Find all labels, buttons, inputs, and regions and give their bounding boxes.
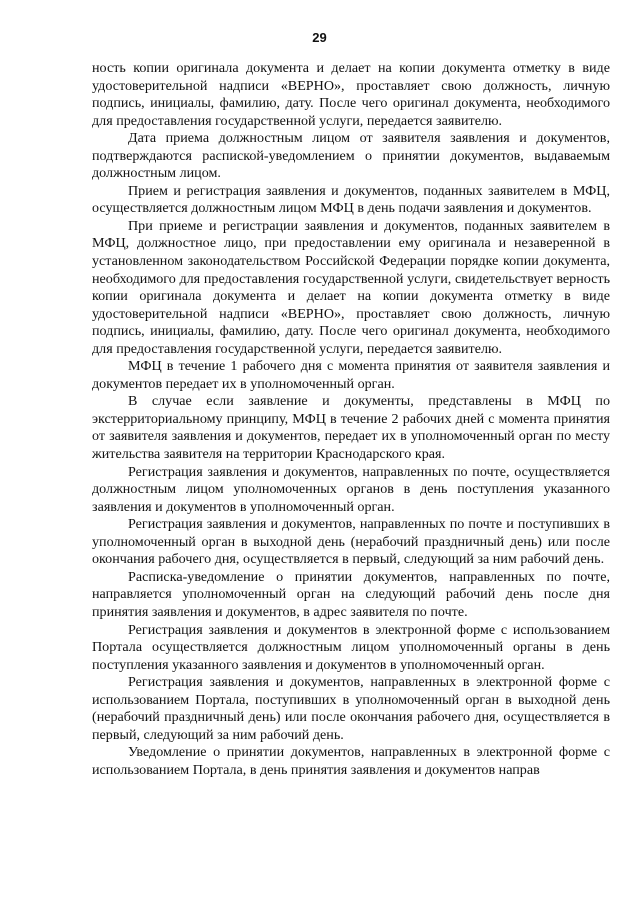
- paragraph: МФЦ в течение 1 рабочего дня с момента принятия от заявителя заявления и документов передает их в уполномоченный орган.: [92, 358, 610, 392]
- paragraph: Регистрация заявления и документов, направленных по почте, осуществляется должностным лицом уполномоченных органов в день поступления указанного заявления и документов в уполномоченный орган.: [92, 463, 610, 515]
- paragraph: ность копии оригинала документа и делает на копии документа отметку в виде удостоверительной надписи «ВЕРНО», проставляет свою должность, личную подпись, инициалы, фамилию, дату. После чего оригинал документа, необходимого для предоставления государственной услуги, передается заявителю.: [92, 60, 610, 129]
- paragraph: Уведомление о принятии документов, направленных в электронной форме с использованием Портала, в день принятия заявления и документов направ: [92, 744, 610, 778]
- page-number: 29: [312, 30, 327, 45]
- paragraph: Регистрация заявления и документов, направленных в электронной форме с использованием Портала, поступивших в уполномоченный орган в выходной день (нерабочий праздничный день) или после окончания рабочего дня, осуществляется в первый, следующий за ним рабочий день.: [92, 674, 610, 743]
- paragraph: Дата приема должностным лицом от заявителя заявления и документов, подтверждаются распиской-уведомлением о принятии документов, выдаваемым должностным лицом.: [92, 130, 610, 182]
- body-text: [92, 60, 610, 779]
- paragraph: Регистрация заявления и документов, направленных по почте и поступивших в уполномоченный орган в выходной день (нерабочий праздничный день) или после окончания рабочего дня, осуществляется в первый, следующий за ним рабочий день.: [92, 516, 610, 568]
- paragraph: В случае если заявление и документы, представлены в МФЦ по экстерриториальному принципу, МФЦ в течение 2 рабочих дней с момента принятия от заявителя заявления и документов, передает их в уполномоченный орган по месту жительства заявителя на территории Краснодарского края.: [92, 393, 610, 463]
- paragraph: Расписка-уведомление о принятии документов, направленных по почте, направляется уполномоченный орган на следующий рабочий день после дня принятия заявления и документов, в адрес заявителя по почте.: [92, 568, 610, 620]
- paragraph: При приеме и регистрации заявления и документов, поданных заявителем в МФЦ, должностное лицо, при предоставлении ему оригинала и незаверенной в установленном законодательством Российской Федерации порядке копии документа, необходимого для предоставления государственной услуги, свидетельствует верность копии оригинала документа и делает на копии документа отметку в виде удостоверительной надписи «ВЕРНО», проставляет свою должность, личную подпись, инициалы, фамилию, дату. После чего оригинал документа, необходимого для предоставления государственной услуги, передается заявителю.: [92, 217, 610, 357]
- paragraph: Прием и регистрация заявления и документов, поданных заявителем в МФЦ, осуществляется должностным лицом МФЦ в день подачи заявления и документов.: [92, 182, 610, 217]
- paragraph: Регистрация заявления и документов в электронной форме с использованием Портала осуществляется должностным лицом уполномоченный органы в день поступления указанного заявления и документов в уполномоченный орган.: [92, 621, 610, 673]
